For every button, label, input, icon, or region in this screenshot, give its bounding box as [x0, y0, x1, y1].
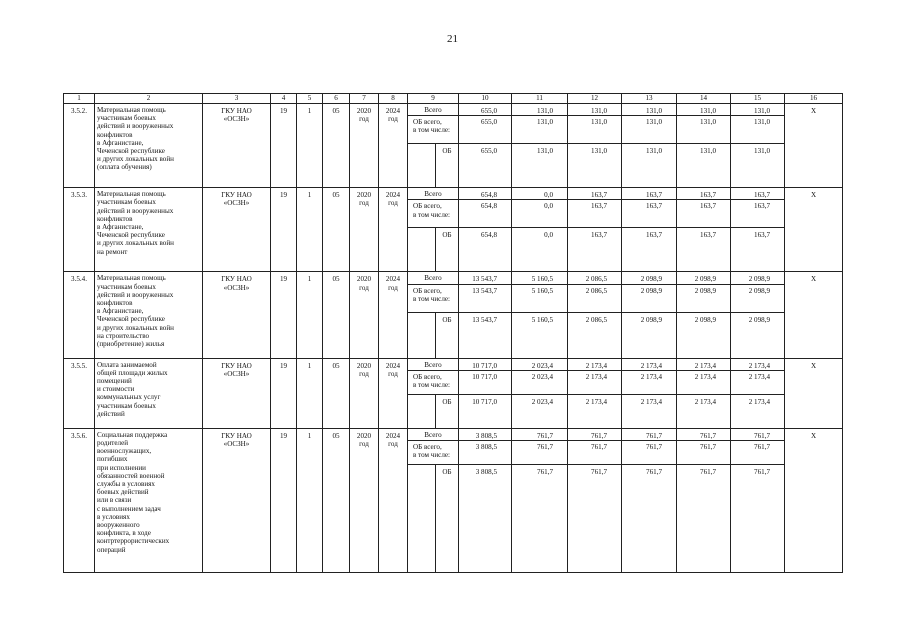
- code-cell: 1: [297, 428, 323, 572]
- name-line: и других локальных войн: [97, 323, 174, 332]
- value-cell: 2 023,4: [512, 358, 568, 370]
- source-label-ob-total: [408, 200, 459, 228]
- start-year: [350, 272, 379, 358]
- page-number: 21: [447, 33, 458, 45]
- executor-line: ГКУ НАО: [221, 275, 252, 284]
- table-row: [64, 188, 843, 200]
- year-value: 2024: [385, 361, 401, 370]
- header-cell: 7: [350, 94, 379, 104]
- value-cell: 131,0: [568, 144, 622, 188]
- value-cell: 13 543,7: [459, 272, 512, 284]
- header-cell: 8: [379, 94, 408, 104]
- source-label-ob-total: [408, 284, 459, 312]
- value-cell: 13 543,7: [459, 312, 512, 358]
- value-cell: 761,7: [622, 428, 677, 440]
- value-cell: 761,7: [677, 428, 731, 440]
- value-cell: 163,7: [568, 228, 622, 272]
- value-cell: 2 173,4: [568, 358, 622, 370]
- label-line: в том числе:: [413, 294, 450, 303]
- name-line: участникам боевых: [97, 282, 156, 291]
- code-cell: 05: [323, 428, 350, 572]
- value-cell: 655,0: [459, 116, 512, 144]
- value-cell: 654,8: [459, 188, 512, 200]
- value-cell: 131,0: [622, 116, 677, 144]
- start-year: [350, 188, 379, 272]
- value-cell: 761,7: [512, 465, 568, 573]
- value-cell: 131,0: [622, 144, 677, 188]
- name-line: в Афганистане,: [97, 223, 144, 232]
- name-line: действий и вооруженных: [97, 122, 174, 131]
- source-label-total: Всего: [408, 188, 459, 200]
- name-line: и других локальных войн: [97, 239, 174, 248]
- header-cell: 12: [568, 94, 622, 104]
- year-value: 2024: [385, 107, 401, 115]
- name-line: действий и вооруженных: [97, 206, 174, 215]
- value-cell: 2 098,9: [677, 312, 731, 358]
- name-line: или в связи: [97, 496, 132, 505]
- code-cell: 05: [323, 272, 350, 358]
- value-cell: 3 808,5: [459, 441, 512, 465]
- value-cell: 2 098,9: [622, 272, 677, 284]
- year-value: 2020: [356, 431, 372, 440]
- value-cell: 0,0: [512, 200, 568, 228]
- start-year: [350, 358, 379, 428]
- measure-name: [95, 188, 203, 272]
- value-cell: 2 098,9: [622, 284, 677, 312]
- value-cell: 655,0: [459, 144, 512, 188]
- name-line: службы в условиях: [97, 480, 155, 489]
- label-line: в том числе:: [413, 451, 450, 460]
- header-cell: 13: [622, 94, 677, 104]
- value-cell: 2 023,4: [512, 370, 568, 394]
- value-cell: 761,7: [677, 441, 731, 465]
- name-line: (оплата обучения): [97, 163, 152, 172]
- indicator-cell: Х: [785, 188, 843, 272]
- name-line: Материальная помощь: [97, 106, 166, 114]
- value-cell: 2 173,4: [677, 370, 731, 394]
- label-line: ОБ всего,: [413, 202, 442, 211]
- value-cell: 3 808,5: [459, 428, 512, 440]
- name-line: в Афганистане,: [97, 138, 144, 147]
- year-value: 2020: [356, 191, 372, 200]
- value-cell: 2 173,4: [731, 358, 785, 370]
- source-label-ob: ОБ: [436, 465, 459, 573]
- value-cell: 761,7: [568, 441, 622, 465]
- value-cell: 0,0: [512, 188, 568, 200]
- executor: [203, 104, 271, 188]
- header-cell: 9: [408, 94, 459, 104]
- year-word: год: [359, 283, 369, 292]
- name-line: в Афганистане,: [97, 307, 144, 316]
- row-number: 3.5.6.: [64, 428, 95, 572]
- end-year: [379, 428, 408, 572]
- value-cell: 2 023,4: [512, 394, 568, 428]
- executor-line: «ОСЗН»: [223, 199, 250, 208]
- year-word: год: [388, 115, 398, 124]
- end-year: [379, 104, 408, 188]
- source-label-ob-total: [408, 441, 459, 465]
- value-cell: 2 098,9: [677, 284, 731, 312]
- value-cell: 2 173,4: [731, 394, 785, 428]
- executor: [203, 272, 271, 358]
- code-cell: 19: [271, 358, 297, 428]
- row-number: 3.5.3.: [64, 188, 95, 272]
- code-cell: 19: [271, 428, 297, 572]
- code-cell: 19: [271, 272, 297, 358]
- source-label-total: Всего: [408, 428, 459, 440]
- name-line: участникам боевых: [97, 401, 156, 410]
- executor: [203, 188, 271, 272]
- value-cell: 761,7: [512, 441, 568, 465]
- label-line: ОБ всего,: [413, 372, 442, 381]
- name-line: участникам боевых: [97, 114, 156, 123]
- value-cell: 761,7: [568, 465, 622, 573]
- year-value: 2020: [356, 107, 372, 115]
- header-cell: 2: [95, 94, 203, 104]
- label-line: ОБ всего,: [413, 118, 442, 127]
- table-row: [64, 272, 843, 284]
- value-cell: 5 160,5: [512, 284, 568, 312]
- name-line: обязанностей военной: [97, 471, 165, 480]
- name-line: Материальная помощь: [97, 274, 166, 283]
- header-cell: 10: [459, 94, 512, 104]
- executor-line: ГКУ НАО: [221, 431, 252, 440]
- name-line: вооруженного: [97, 521, 140, 530]
- year-word: год: [388, 369, 398, 378]
- name-line: боевых действий: [97, 488, 149, 497]
- name-line: операций: [97, 545, 126, 554]
- value-cell: 163,7: [677, 200, 731, 228]
- value-cell: 2 098,9: [731, 312, 785, 358]
- row-number: 3.5.4.: [64, 272, 95, 358]
- year-word: год: [388, 283, 398, 292]
- indent-cell: [408, 465, 436, 573]
- value-cell: 131,0: [568, 104, 622, 116]
- label-line: в том числе:: [413, 210, 450, 219]
- code-cell: 1: [297, 358, 323, 428]
- value-cell: 2 173,4: [622, 370, 677, 394]
- source-label-ob: ОБ: [436, 144, 459, 188]
- value-cell: 654,8: [459, 228, 512, 272]
- start-year: [350, 428, 379, 572]
- name-line: участникам боевых: [97, 198, 156, 207]
- year-value: 2024: [385, 275, 401, 284]
- header-cell: 11: [512, 94, 568, 104]
- value-cell: 2 173,4: [568, 394, 622, 428]
- value-cell: 131,0: [731, 144, 785, 188]
- name-line: помещений: [97, 377, 132, 386]
- executor-line: ГКУ НАО: [221, 107, 252, 115]
- code-cell: 05: [323, 358, 350, 428]
- label-line: в том числе:: [413, 381, 450, 390]
- year-value: 2024: [385, 431, 401, 440]
- value-cell: 131,0: [568, 116, 622, 144]
- executor-line: «ОСЗН»: [223, 115, 250, 124]
- name-line: при исполнении: [97, 463, 146, 472]
- header-cell: 6: [323, 94, 350, 104]
- code-cell: 19: [271, 104, 297, 188]
- end-year: [379, 188, 408, 272]
- value-cell: 655,0: [459, 104, 512, 116]
- year-value: 2020: [356, 275, 372, 284]
- source-label-total: Всего: [408, 104, 459, 116]
- name-line: военнослужащих,: [97, 447, 152, 456]
- year-word: год: [388, 440, 398, 449]
- header-cell: 3: [203, 94, 271, 104]
- value-cell: 131,0: [731, 104, 785, 116]
- header-row: [64, 94, 843, 104]
- value-cell: 2 098,9: [731, 284, 785, 312]
- executor-line: «ОСЗН»: [223, 369, 250, 378]
- source-label-ob-total: [408, 116, 459, 144]
- value-cell: 2 098,9: [731, 272, 785, 284]
- row-number: 3.5.5.: [64, 358, 95, 428]
- value-cell: 2 173,4: [731, 370, 785, 394]
- value-cell: 761,7: [568, 428, 622, 440]
- executor: [203, 358, 271, 428]
- value-cell: 163,7: [731, 228, 785, 272]
- name-line: погибших: [97, 455, 128, 464]
- executor-line: «ОСЗН»: [223, 283, 250, 292]
- year-word: год: [359, 369, 369, 378]
- value-cell: 5 160,5: [512, 272, 568, 284]
- name-line: Материальная помощь: [97, 190, 166, 199]
- header-cell: 14: [677, 94, 731, 104]
- value-cell: 2 098,9: [622, 312, 677, 358]
- name-line: Социальная поддержка: [97, 430, 168, 439]
- executor: [203, 428, 271, 572]
- name-line: на ремонт: [97, 247, 128, 256]
- value-cell: 761,7: [731, 465, 785, 573]
- code-cell: 19: [271, 188, 297, 272]
- name-line: и других локальных войн: [97, 155, 174, 164]
- value-cell: 2 173,4: [677, 358, 731, 370]
- year-value: 2024: [385, 191, 401, 200]
- value-cell: 3 808,5: [459, 465, 512, 573]
- value-cell: 131,0: [512, 104, 568, 116]
- source-label-ob: ОБ: [436, 228, 459, 272]
- value-cell: 131,0: [512, 144, 568, 188]
- year-word: год: [359, 199, 369, 208]
- table-row: [64, 104, 843, 116]
- value-cell: 5 160,5: [512, 312, 568, 358]
- code-cell: 05: [323, 104, 350, 188]
- value-cell: 163,7: [568, 188, 622, 200]
- name-line: общей площади жилых: [97, 368, 168, 377]
- name-line: Чеченской республике: [97, 147, 165, 156]
- value-cell: 761,7: [512, 428, 568, 440]
- value-cell: 10 717,0: [459, 358, 512, 370]
- source-label-total: Всего: [408, 272, 459, 284]
- value-cell: 163,7: [731, 200, 785, 228]
- header-cell: 15: [731, 94, 785, 104]
- name-line: и стоимости: [97, 385, 135, 394]
- value-cell: 10 717,0: [459, 370, 512, 394]
- name-line: конфликтов: [97, 130, 133, 139]
- year-word: год: [359, 115, 369, 124]
- executor-line: «ОСЗН»: [223, 440, 250, 449]
- indent-cell: [408, 312, 436, 358]
- value-cell: 131,0: [677, 116, 731, 144]
- indicator-cell: Х: [785, 272, 843, 358]
- value-cell: 163,7: [622, 188, 677, 200]
- header-cell: 4: [271, 94, 297, 104]
- code-cell: 05: [323, 188, 350, 272]
- measure-name: [95, 104, 203, 188]
- name-line: с выполнением задач: [97, 504, 161, 513]
- program-table: [63, 93, 843, 573]
- value-cell: 2 098,9: [677, 272, 731, 284]
- name-line: (приобретение) жилья: [97, 340, 165, 349]
- source-label-ob: ОБ: [436, 394, 459, 428]
- name-line: конфликтов: [97, 299, 133, 308]
- value-cell: 2 173,4: [677, 394, 731, 428]
- source-label-ob-total: [408, 370, 459, 394]
- row-number: 3.5.2.: [64, 104, 95, 188]
- value-cell: 10 717,0: [459, 394, 512, 428]
- executor-line: ГКУ НАО: [221, 361, 252, 370]
- value-cell: 2 173,4: [568, 370, 622, 394]
- name-line: конфликта, в ходе: [97, 529, 151, 538]
- measure-name: [95, 428, 203, 572]
- name-line: действий: [97, 409, 125, 418]
- code-cell: 1: [297, 272, 323, 358]
- indent-cell: [408, 144, 436, 188]
- year-word: год: [388, 199, 398, 208]
- value-cell: 761,7: [677, 465, 731, 573]
- indicator-cell: Х: [785, 358, 843, 428]
- value-cell: 761,7: [731, 428, 785, 440]
- value-cell: 2 173,4: [622, 394, 677, 428]
- name-line: в условиях: [97, 512, 130, 521]
- value-cell: 761,7: [731, 441, 785, 465]
- label-line: ОБ всего,: [413, 286, 442, 295]
- label-line: в том числе:: [413, 126, 450, 135]
- value-cell: 163,7: [568, 200, 622, 228]
- value-cell: 2 086,5: [568, 272, 622, 284]
- indicator-cell: Х: [785, 104, 843, 188]
- value-cell: 654,8: [459, 200, 512, 228]
- value-cell: 163,7: [622, 200, 677, 228]
- source-label-ob: ОБ: [436, 312, 459, 358]
- name-line: действий и вооруженных: [97, 290, 174, 299]
- measure-name: [95, 272, 203, 358]
- value-cell: 163,7: [731, 188, 785, 200]
- indent-cell: [408, 394, 436, 428]
- value-cell: 131,0: [677, 104, 731, 116]
- indicator-cell: Х: [785, 428, 843, 572]
- indent-cell: [408, 228, 436, 272]
- code-cell: 1: [297, 104, 323, 188]
- value-cell: 131,0: [622, 104, 677, 116]
- value-cell: 2 173,4: [622, 358, 677, 370]
- value-cell: 13 543,7: [459, 284, 512, 312]
- name-line: родителей: [97, 439, 129, 448]
- end-year: [379, 358, 408, 428]
- value-cell: 131,0: [677, 144, 731, 188]
- header-cell: 16: [785, 94, 843, 104]
- year-value: 2020: [356, 361, 372, 370]
- name-line: Чеченской республике: [97, 231, 165, 240]
- value-cell: 163,7: [677, 188, 731, 200]
- table-row: [64, 428, 843, 440]
- value-cell: 761,7: [622, 441, 677, 465]
- name-line: на строительство: [97, 331, 150, 340]
- value-cell: 0,0: [512, 228, 568, 272]
- value-cell: 131,0: [731, 116, 785, 144]
- source-label-total: Всего: [408, 358, 459, 370]
- value-cell: 163,7: [622, 228, 677, 272]
- year-word: год: [359, 440, 369, 449]
- table-row: [64, 358, 843, 370]
- measure-name: [95, 358, 203, 428]
- name-line: Чеченской республике: [97, 315, 165, 324]
- executor-line: ГКУ НАО: [221, 191, 252, 200]
- name-line: Оплата занимаемой: [97, 360, 157, 369]
- header-cell: 1: [64, 94, 95, 104]
- value-cell: 163,7: [677, 228, 731, 272]
- value-cell: 131,0: [512, 116, 568, 144]
- start-year: [350, 104, 379, 188]
- value-cell: 2 086,5: [568, 312, 622, 358]
- header-cell: 5: [297, 94, 323, 104]
- value-cell: 2 086,5: [568, 284, 622, 312]
- label-line: ОБ всего,: [413, 443, 442, 452]
- code-cell: 1: [297, 188, 323, 272]
- value-cell: 761,7: [622, 465, 677, 573]
- name-line: контртеррористических: [97, 537, 170, 546]
- name-line: конфликтов: [97, 214, 133, 223]
- name-line: коммунальных услуг: [97, 393, 161, 402]
- end-year: [379, 272, 408, 358]
